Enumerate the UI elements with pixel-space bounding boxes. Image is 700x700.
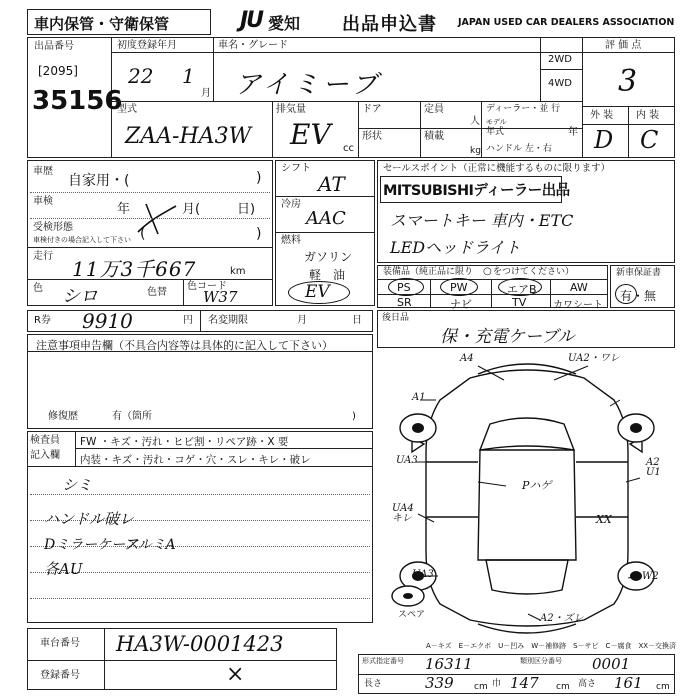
length-unit: cm xyxy=(474,682,488,692)
logo-place: 愛知 xyxy=(268,14,301,33)
lot-number: 35156 xyxy=(32,86,123,116)
mark-a4: A4 xyxy=(460,353,474,364)
mileage-value: 11万3千667 xyxy=(72,257,197,281)
category-no-label: 類別区分番号 xyxy=(520,657,562,665)
model-label: 型式 xyxy=(117,104,137,115)
drive-2wd: 2WD xyxy=(548,54,572,65)
form-subtitle: JAPAN USED CAR DEALERS ASSOCIATION xyxy=(458,17,675,28)
form-title: 出品申込書 xyxy=(342,14,437,35)
drive-4wd: 4WD xyxy=(548,78,572,89)
height-label: 高さ xyxy=(578,679,597,689)
inspector-row-1: FW ・キズ・汚れ・ヒビ割・リペア跡・X 要 xyxy=(80,436,289,448)
plate-label: 登録番号 xyxy=(40,670,80,681)
accessories-label: 後日品 xyxy=(382,313,410,323)
displacement-value: EV xyxy=(290,118,331,151)
inspector-label-2: 記入欄 xyxy=(30,450,60,461)
height-unit: cm xyxy=(656,682,670,692)
handle-label: ハンドル 左・右 xyxy=(486,144,552,154)
repair-close: ) xyxy=(352,411,356,422)
displacement-unit: cc xyxy=(343,143,354,154)
mark-a2-bottom: A2・ズレ xyxy=(540,613,584,624)
acceptance-close: ) xyxy=(256,226,262,242)
capacity-unit: 人 xyxy=(470,116,480,127)
selling-point-1: スマートキー 車内・ETC xyxy=(390,211,574,230)
equip-leather: カワシート xyxy=(553,300,603,311)
mark-ua3-left: UA3 xyxy=(396,455,418,466)
model-year-label2: 年式 xyxy=(486,127,505,137)
displacement-label: 排気量 xyxy=(276,104,306,115)
interior-grade: C xyxy=(640,126,659,154)
inspector-row-2: 内装・キズ・汚れ・コゲ・穴・スレ・キレ・破レ xyxy=(80,454,311,466)
load-unit: kg xyxy=(470,146,481,156)
selling-point-2: LEDヘッドライト xyxy=(390,238,521,257)
dealer-label: ディーラー・並 行 xyxy=(486,104,561,114)
ju-logo xyxy=(240,8,300,36)
length-value: 339 xyxy=(425,674,454,692)
equip-ps: PS xyxy=(397,281,411,294)
equip-airbag-circle xyxy=(498,278,542,296)
owner-value: 自家用・( xyxy=(68,173,130,189)
inspector-line-3a: Dミラーケース xyxy=(44,537,139,553)
first-reg-label: 初度登録年月 xyxy=(117,40,177,51)
name-change-label: 名変期限 xyxy=(208,315,248,326)
equipment-label-end: をつけてください） xyxy=(493,267,575,277)
mark-ua4: UA4 キレ xyxy=(392,503,414,524)
inspector-label-1: 検査員 xyxy=(30,435,60,446)
first-reg-month: 1 xyxy=(182,64,195,88)
dealer-note: MITSUBISHIディーラー出品 xyxy=(383,183,570,199)
equip-aw: AW xyxy=(570,281,588,294)
height-value: 161 xyxy=(614,674,643,692)
inspector-line-4: 各AU xyxy=(44,560,83,578)
type-no-value: 16311 xyxy=(425,655,473,673)
equip-pw-circle xyxy=(440,278,478,296)
mark-w2: W2 xyxy=(642,571,659,582)
mileage-label: 走行 xyxy=(33,251,53,262)
exterior-label: 外 装 xyxy=(590,110,614,121)
type-no-label: 形式指定番号 xyxy=(362,657,404,665)
recycle-unit: 円 xyxy=(183,315,193,326)
fuel-diesel: 軽 油 xyxy=(309,268,346,282)
equip-ps-circle xyxy=(388,278,424,296)
capacity-label: 定員 xyxy=(424,104,444,115)
interior-label: 内 装 xyxy=(636,110,660,121)
color-tone-label: 色替 xyxy=(147,287,167,298)
storage-label: 車内保管・守衛保管 xyxy=(34,15,170,33)
category-no-value: 0001 xyxy=(592,655,631,673)
selling-points-label: セールスポイント（正常に機能するものに限ります） xyxy=(383,163,611,174)
width-label: 巾 xyxy=(492,679,502,689)
inspection-day-unit: 日) xyxy=(237,202,256,217)
mark-a1-left: A1 xyxy=(412,392,426,403)
evaluation-label: 評 価 点 xyxy=(605,40,642,51)
storage-label-box xyxy=(27,9,211,35)
load-label: 積載 xyxy=(424,131,444,142)
recycle-label: R券 xyxy=(34,315,51,326)
inspection-month-unit: 月( xyxy=(182,202,201,217)
inspector-line-3b: アルミA xyxy=(124,537,176,553)
cooler-label: 冷房 xyxy=(281,199,301,210)
damage-legend: A－キズ E－エクボ U－凹み W－補修跡 S－サビ C－腐食 XX－交換済 xyxy=(426,642,677,650)
acceptance-note: 車検付きの場合記入して下さい xyxy=(33,236,131,244)
accessories-value: 保・充電ケーブル xyxy=(440,327,575,347)
name-change-day: 日 xyxy=(352,315,362,326)
equip-sr: SR xyxy=(397,296,412,309)
equip-airbag: エアB xyxy=(507,283,537,296)
vehicle-name-value: アイミーブ xyxy=(235,70,382,100)
fuel-selected: EV xyxy=(305,282,330,302)
repair-value: 有（箇所 xyxy=(112,411,152,422)
length-label: 長さ xyxy=(364,679,383,689)
logo-mark: JU xyxy=(240,8,263,33)
warranty-label: 新車保証書 xyxy=(616,268,662,278)
mileage-unit: km xyxy=(230,266,246,277)
mark-p-center: Pハゲ xyxy=(522,479,552,492)
first-reg-year: 22 xyxy=(128,64,154,88)
evaluation-score: 3 xyxy=(618,64,638,99)
fuel-label: 燃料 xyxy=(281,235,301,246)
shape-label: 形状 xyxy=(362,131,382,142)
exterior-grade: D xyxy=(594,126,614,154)
equip-navi: ナビ xyxy=(450,298,472,311)
month-unit: 月 xyxy=(201,88,211,99)
year-unit: 年 xyxy=(568,127,578,138)
fuel-gasoline: ガソリン xyxy=(304,250,353,264)
notes-title: 注意事項申告欄（不具合内容等は具体的に記入して下さい） xyxy=(36,339,333,352)
model-year-label: モデル xyxy=(486,118,507,126)
mark-a2-right: A2 U1 xyxy=(646,457,661,478)
acceptance-open: ( xyxy=(140,226,146,242)
owner-label: 車歴 xyxy=(33,166,53,177)
spare-label: スペア xyxy=(398,610,426,620)
equip-pw: PW xyxy=(450,281,468,294)
model-value: ZAA-HA3W xyxy=(125,124,252,149)
cooler-value: AAC xyxy=(306,208,346,229)
color-code-label: 色コード xyxy=(187,281,227,292)
door-label: ドア xyxy=(362,104,382,115)
name-change-month: 月 xyxy=(297,315,307,326)
mark-ua3-lower: UA3 xyxy=(412,569,434,580)
chassis-label: 車台番号 xyxy=(40,638,80,649)
width-value: 147 xyxy=(510,674,539,692)
lot-label: 出品番号 xyxy=(34,41,74,52)
recycle-value: 9910 xyxy=(82,309,133,333)
color-value: シロ xyxy=(62,286,98,307)
plate-value: × xyxy=(226,662,245,687)
mark-ua2: UA2・ワレ xyxy=(568,353,620,364)
acceptance-label: 受検形態 xyxy=(33,222,73,233)
equip-tv: TV xyxy=(512,296,527,309)
warranty-options: 有・無 xyxy=(620,289,657,303)
repair-label: 修復歴 xyxy=(48,411,78,422)
chassis-value: HA3W-0001423 xyxy=(116,632,284,656)
inspection-year-unit: 年 xyxy=(117,202,131,217)
owner-close: ) xyxy=(256,170,262,186)
color-label: 色 xyxy=(33,283,43,294)
inspector-line-1: シミ xyxy=(62,476,93,494)
lot-bracket: [2095] xyxy=(38,64,78,78)
equipment-circle-glyph: ○ xyxy=(483,266,492,277)
shift-label: シフト xyxy=(281,163,311,174)
width-unit: cm xyxy=(556,682,570,692)
warranty-selected-circle xyxy=(615,284,637,304)
color-code-value: W37 xyxy=(203,288,238,306)
vehicle-name-label: 車名・グレード xyxy=(218,40,288,51)
shift-value: AT xyxy=(318,172,345,196)
inspection-label: 車検 xyxy=(33,196,53,207)
mark-xx: XX xyxy=(596,513,612,526)
equipment-label: 装備品（純正品に限り xyxy=(383,267,474,277)
inspector-line-2: ハンドル破レ xyxy=(44,510,135,528)
